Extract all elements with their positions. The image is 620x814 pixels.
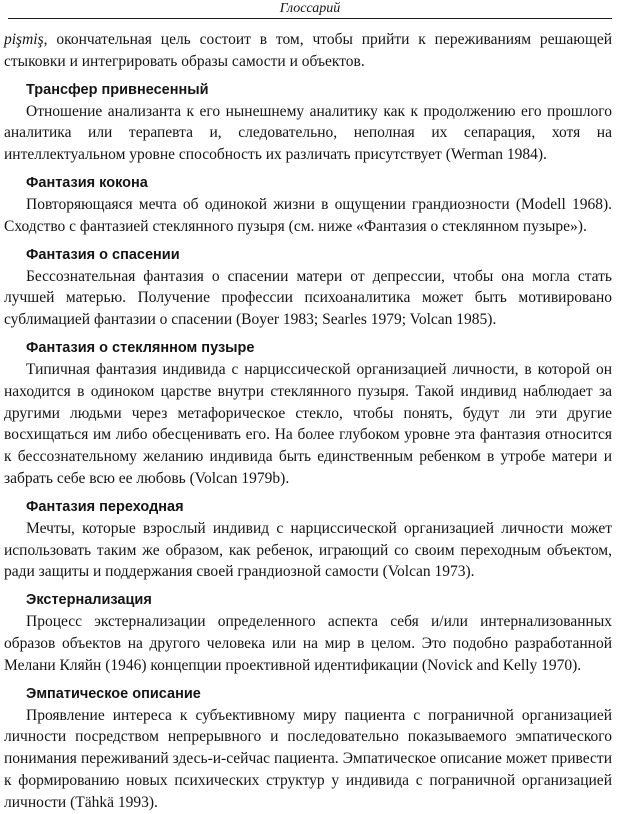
continuation-paragraph — [4, 29, 612, 73]
entry-definition: Проявление интереса к субъективному миру пациента с пограничной организацией личности посредством непрерывного и последовательно показываемого эмпатического понимания переживаний здесь-и-сейчас пациента. Эмпатическое описание может привести к формированию новых психических структур у индивида с пограничной организацией личности (Tähkä 1993). — [4, 706, 612, 811]
entry-definition: Повторяющаяся мечта об одинокой жизни в ощущении грандиозности (Modell 1968). Сходство с фантазией стеклянного пузыря (см. ниже «Фантазия о стеклянном пузыре»). — [4, 195, 612, 235]
entry-term: Фантазия о спасении — [26, 246, 180, 263]
running-header: Глоссарий — [8, 0, 612, 19]
entry-definition: Бессознательная фантазия о спасении матери от депрессии, чтобы она могла стать лучшей матерью. Получение профессии психоаналитика может быть мотивировано сублимацией фантазии о спасении (Boyer 1983; Searles 1979; Volcan 1985). — [4, 267, 612, 329]
glossary-entry — [4, 590, 612, 676]
entry-term: Фантазия переходная — [26, 498, 184, 515]
entry-term: Фантазия о стеклянном пузыре — [26, 339, 255, 356]
glossary-entry — [4, 245, 612, 331]
entry-term: Трансфер привнесенный — [26, 81, 209, 98]
entry-term: Экстернализация — [26, 592, 152, 609]
glossary-entry — [4, 338, 612, 490]
glossary-entry — [4, 80, 612, 166]
glossary-entry — [4, 497, 612, 583]
entry-term: Фантазия кокона — [26, 174, 148, 191]
glossary-entry — [4, 173, 612, 238]
entry-term: Эмпатическое описание — [26, 685, 201, 702]
continuation-text: , окончательная цель состоит в том, чтобы прийти к переживаниям решающей стыковки и интегрировать образы самости и объектов. — [4, 31, 612, 70]
entry-definition: Отношение анализанта к его нынешнему аналитику как к продолжению его прошлого аналитика или терапевта и, следовательно, неполная их сепарация, хотя на интеллектуальном уровне способность их различать присутствует (Werman 1984). — [4, 102, 612, 164]
entry-definition: Процесс экстернализации определенного аспекта себя и/или интернализованных образов объектов на другого человека или на мир в целом. Это подобно разработанной Мелани Кляйн (1946) концепции проективной идентификации (Novick and Kelly 1970). — [4, 613, 612, 674]
entry-definition: Типичная фантазия индивида с нарциссической организацией личности, в которой он находится в одиноком царстве внутри стеклянного пузыря. Такой индивид наблюдает за другими людьми через метафорическое стекло, чтобы понять, будут ли эти другие восхищаться им либо обесценивать его. На более глубоком уровне эта фантазия относится к бессознательному желанию индивида быть единственным ребенком в утробе матери и забрать себе всю ее любовь (Volcan 1979b). — [4, 360, 612, 487]
entry-definition: Мечты, которые взрослый индивид с нарциссической организацией личности может использовать таким же образом, как ребенок, играющий со своим переходным объектом, ради защиты и поддержания своей грандиозной самости (Volcan 1973). — [4, 519, 612, 581]
italic-term: pişmiş — [4, 31, 44, 48]
glossary-entry — [4, 684, 612, 814]
